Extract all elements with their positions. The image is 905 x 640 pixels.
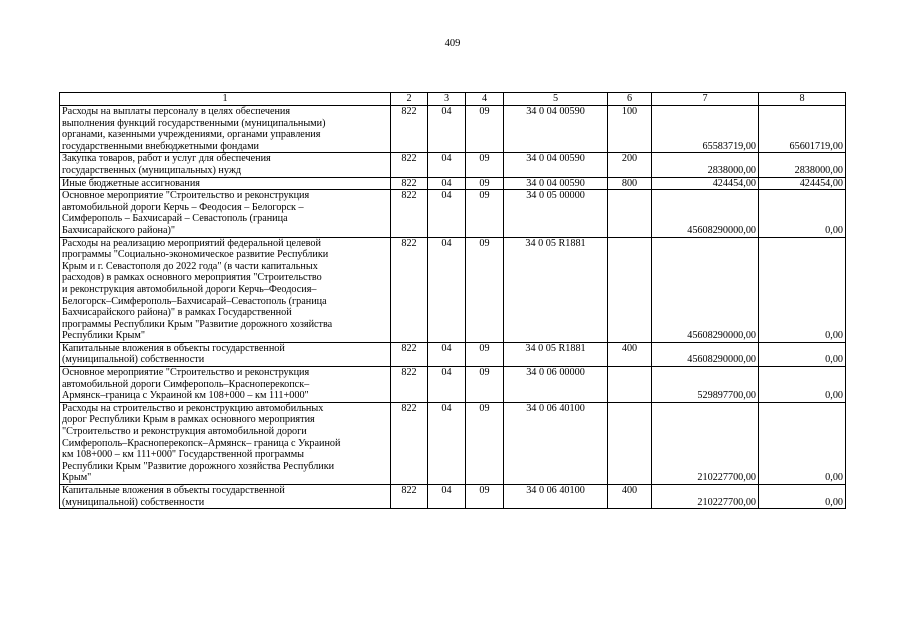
expense-type-code <box>608 367 652 403</box>
table-row <box>60 237 846 342</box>
ministry-code: 822 <box>391 485 428 509</box>
expense-description: Расходы на выплаты персоналу в целях обеспечения выполнения функций государственными (муниципальными) органами, казенными учреждениями, органами управления государственными внебюджетными фондами <box>60 106 391 153</box>
table-row <box>60 190 846 237</box>
amount-year-1: 2838000,00 <box>652 153 759 177</box>
ministry-code: 822 <box>391 402 428 484</box>
expense-description: Иные бюджетные ассигнования <box>60 177 391 190</box>
header-cell: 4 <box>466 93 504 106</box>
subsection-code: 09 <box>466 190 504 237</box>
table-row <box>60 342 846 366</box>
expense-description: Капитальные вложения в объекты государственной (муниципальной) собственности <box>60 342 391 366</box>
amount-year-1: 529897700,00 <box>652 367 759 403</box>
expense-type-code <box>608 237 652 342</box>
expense-type-code: 400 <box>608 485 652 509</box>
target-article-code: 34 0 06 00000 <box>504 367 608 403</box>
target-article-code: 34 0 06 40100 <box>504 402 608 484</box>
expense-description: Капитальные вложения в объекты государственной (муниципальной) собственности <box>60 485 391 509</box>
amount-year-2: 424454,00 <box>759 177 846 190</box>
page-number: 409 <box>444 38 461 49</box>
section-code: 04 <box>428 342 466 366</box>
target-article-code: 34 0 04 00590 <box>504 106 608 153</box>
amount-year-1: 45608290000,00 <box>652 190 759 237</box>
section-code: 04 <box>428 367 466 403</box>
subsection-code: 09 <box>466 177 504 190</box>
budget-table <box>59 92 846 509</box>
target-article-code: 34 0 05 R1881 <box>504 237 608 342</box>
subsection-code: 09 <box>466 153 504 177</box>
ministry-code: 822 <box>391 153 428 177</box>
header-cell: 3 <box>428 93 466 106</box>
amount-year-2: 0,00 <box>759 485 846 509</box>
amount-year-2: 0,00 <box>759 402 846 484</box>
target-article-code: 34 0 06 40100 <box>504 485 608 509</box>
subsection-code: 09 <box>466 402 504 484</box>
amount-year-1: 424454,00 <box>652 177 759 190</box>
section-code: 04 <box>428 237 466 342</box>
amount-year-1: 65583719,00 <box>652 106 759 153</box>
header-cell: 7 <box>652 93 759 106</box>
section-code: 04 <box>428 402 466 484</box>
subsection-code: 09 <box>466 485 504 509</box>
ministry-code: 822 <box>391 237 428 342</box>
subsection-code: 09 <box>466 106 504 153</box>
subsection-code: 09 <box>466 367 504 403</box>
table-row <box>60 106 846 153</box>
amount-year-2: 65601719,00 <box>759 106 846 153</box>
target-article-code: 34 0 04 00590 <box>504 177 608 190</box>
ministry-code: 822 <box>391 342 428 366</box>
header-cell: 5 <box>504 93 608 106</box>
expense-type-code: 100 <box>608 106 652 153</box>
expense-description: Расходы на реализацию мероприятий федеральной целевой программы "Социально-экономическое развитие Республики Крым и г. Севастополя до 2022 года" (в части капитальных расходов) в рамках основного мероприятия "Строительство и реконструкция автомобильной дороги Керчь–Феодосия– Белогорск–Симферополь–Бахчисарай–Севастополь (граница Бахчисарайского района)" в рамках Государственной программы Республики Крым "Развитие дорожного хозяйства Республики Крым" <box>60 237 391 342</box>
subsection-code: 09 <box>466 342 504 366</box>
section-code: 04 <box>428 485 466 509</box>
section-code: 04 <box>428 190 466 237</box>
amount-year-1: 210227700,00 <box>652 485 759 509</box>
expense-type-code <box>608 402 652 484</box>
expense-description: Основное мероприятие "Строительство и реконструкция автомобильной дороги Симферополь–Красноперекопск– Армянск–граница с Украиной км 108+000 – км 111+000" <box>60 367 391 403</box>
expense-description: Расходы на строительство и реконструкцию автомобильных дорог Республики Крым в рамках основного мероприятия "Строительство и реконструкция автомобильной дороги Симферополь–Красноперекопск–Армянск– граница с Украиной км 108+000 – км 111+000" Государственной программы Республики Крым "Развитие дорожного хозяйства Республики Крым" <box>60 402 391 484</box>
subsection-code: 09 <box>466 237 504 342</box>
expense-type-code: 200 <box>608 153 652 177</box>
expense-type-code <box>608 190 652 237</box>
amount-year-2: 0,00 <box>759 237 846 342</box>
table-row <box>60 402 846 484</box>
section-code: 04 <box>428 177 466 190</box>
expense-type-code: 400 <box>608 342 652 366</box>
header-cell: 8 <box>759 93 846 106</box>
amount-year-1: 210227700,00 <box>652 402 759 484</box>
table-row <box>60 153 846 177</box>
expense-description: Основное мероприятие "Строительство и реконструкция автомобильной дороги Керчь – Феодосия – Белогорск – Симферополь – Бахчисарай – Севастополь (граница Бахчисарайского района)" <box>60 190 391 237</box>
section-code: 04 <box>428 153 466 177</box>
ministry-code: 822 <box>391 106 428 153</box>
header-cell: 6 <box>608 93 652 106</box>
amount-year-2: 0,00 <box>759 190 846 237</box>
ministry-code: 822 <box>391 367 428 403</box>
table-row <box>60 367 846 403</box>
target-article-code: 34 0 05 00000 <box>504 190 608 237</box>
header-cell: 1 <box>60 93 391 106</box>
target-article-code: 34 0 05 R1881 <box>504 342 608 366</box>
table-row <box>60 177 846 190</box>
section-code: 04 <box>428 106 466 153</box>
header-cell: 2 <box>391 93 428 106</box>
amount-year-2: 0,00 <box>759 367 846 403</box>
expense-type-code: 800 <box>608 177 652 190</box>
table-header-row <box>60 93 846 106</box>
target-article-code: 34 0 04 00590 <box>504 153 608 177</box>
table-body <box>60 106 846 509</box>
ministry-code: 822 <box>391 177 428 190</box>
table-row <box>60 485 846 509</box>
ministry-code: 822 <box>391 190 428 237</box>
amount-year-1: 45608290000,00 <box>652 342 759 366</box>
amount-year-1: 45608290000,00 <box>652 237 759 342</box>
expense-description: Закупка товаров, работ и услуг для обеспечения государственных (муниципальных) нужд <box>60 153 391 177</box>
amount-year-2: 0,00 <box>759 342 846 366</box>
amount-year-2: 2838000,00 <box>759 153 846 177</box>
